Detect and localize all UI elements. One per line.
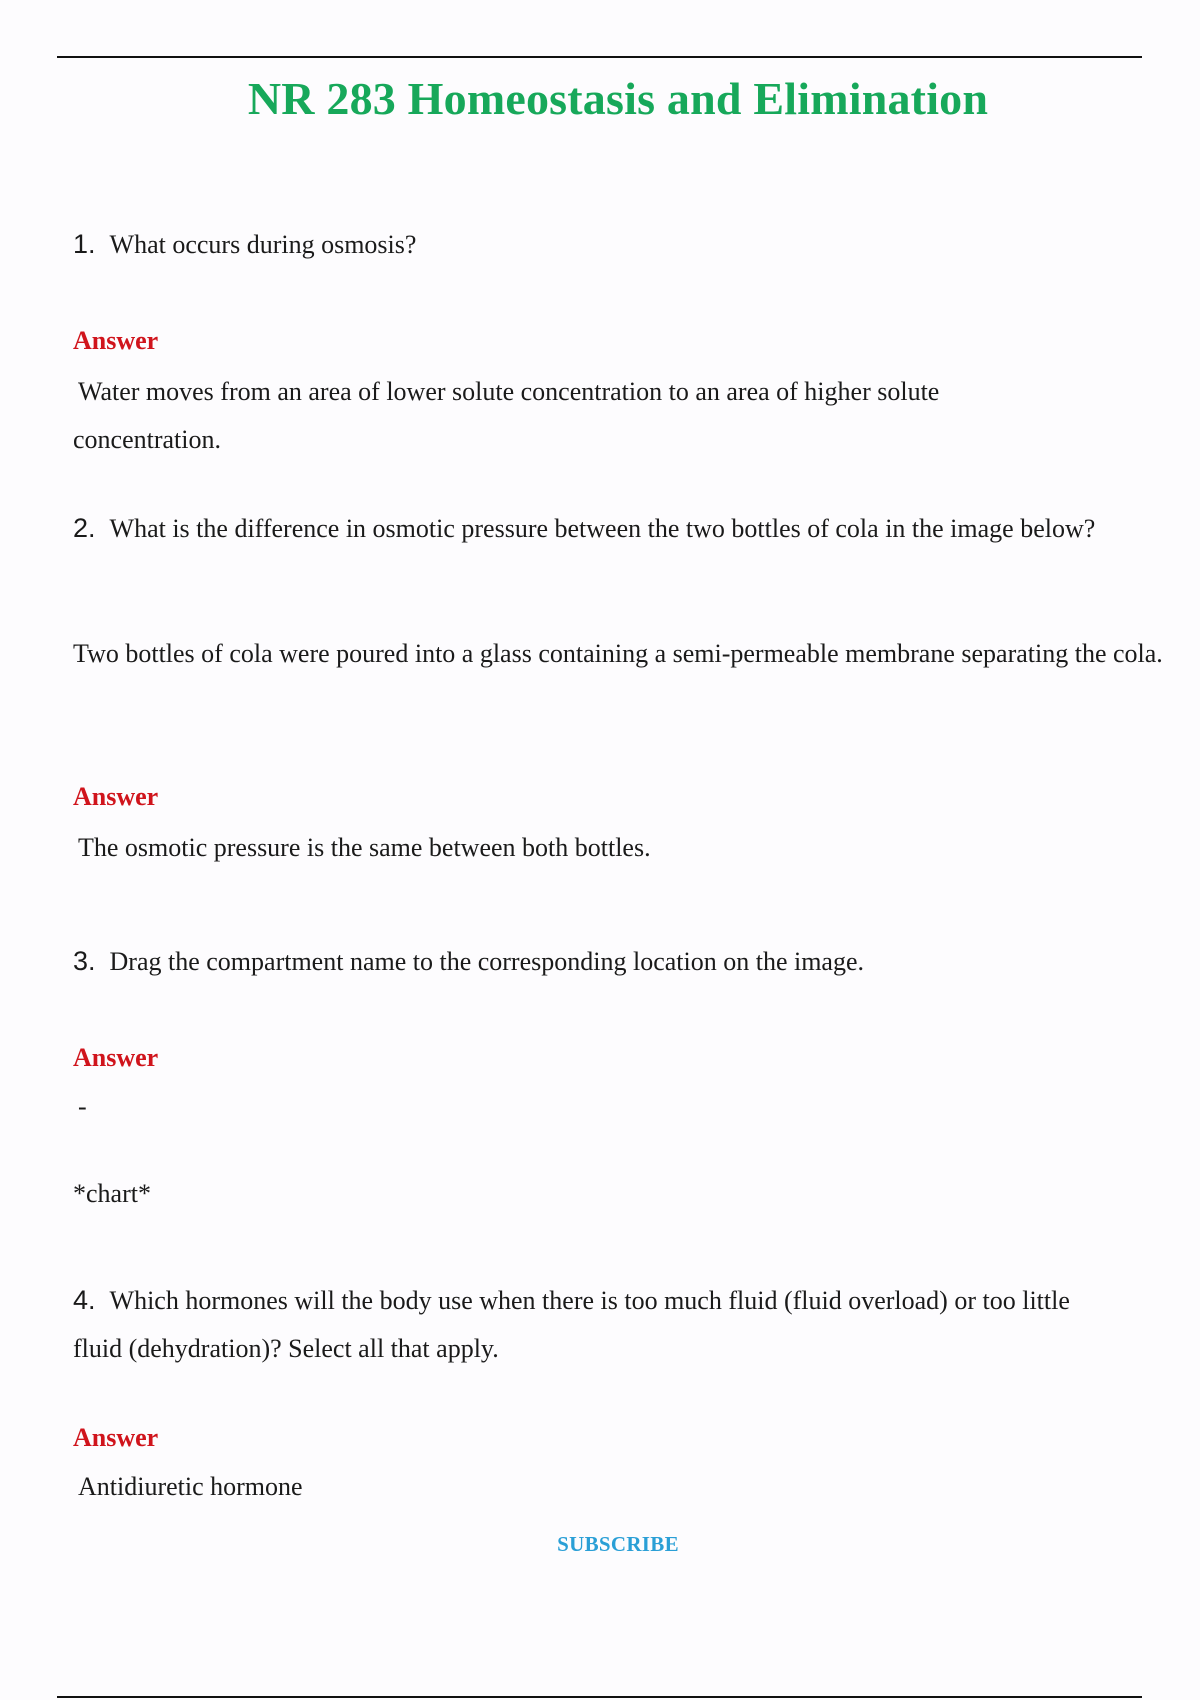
chart-placeholder: *chart*: [73, 1179, 151, 1208]
answer-label-1: Answer: [73, 326, 159, 355]
answer-label-3: Answer: [73, 1043, 159, 1072]
question-1: [73, 228, 1163, 261]
answer-text-2: The osmotic pressure is the same between both bottles.: [78, 833, 651, 862]
bottom-rule: [57, 1696, 1142, 1698]
question-number: 4.: [73, 1285, 96, 1315]
answer-text-1: Water moves from an area of lower solute concentration to an area of higher solute concentration.: [73, 377, 940, 454]
question-number: 3.: [73, 946, 96, 976]
question-4: [73, 1276, 1093, 1373]
answer-text-4: Antidiuretic hormone: [78, 1472, 303, 1501]
question-text: What is the difference in osmotic pressure between the two bottles of cola in the image below?: [109, 514, 1096, 543]
question-text: Which hormones will the body use when there is too much fluid (fluid overload) or too little fluid (dehydration)? Select all that apply.: [73, 1286, 1070, 1363]
question-text: What occurs during osmosis?: [109, 230, 417, 259]
answer-label-2: Answer: [73, 782, 159, 811]
question-number: 1.: [73, 229, 96, 259]
top-rule: [57, 56, 1142, 58]
page-title: NR 283 Homeostasis and Elimination: [247, 73, 989, 124]
question-number: 2.: [73, 513, 96, 543]
question-2: [73, 512, 1163, 545]
answer-text-3: -: [78, 1092, 87, 1121]
question-2-context: Two bottles of cola were poured into a glass containing a semi-permeable membrane separating the cola.: [73, 639, 1163, 668]
question-text: Drag the compartment name to the corresponding location on the image.: [109, 947, 865, 976]
subscribe-link[interactable]: SUBSCRIBE: [557, 1532, 679, 1556]
answer-label-4: Answer: [73, 1423, 159, 1452]
question-3: [73, 945, 1163, 978]
